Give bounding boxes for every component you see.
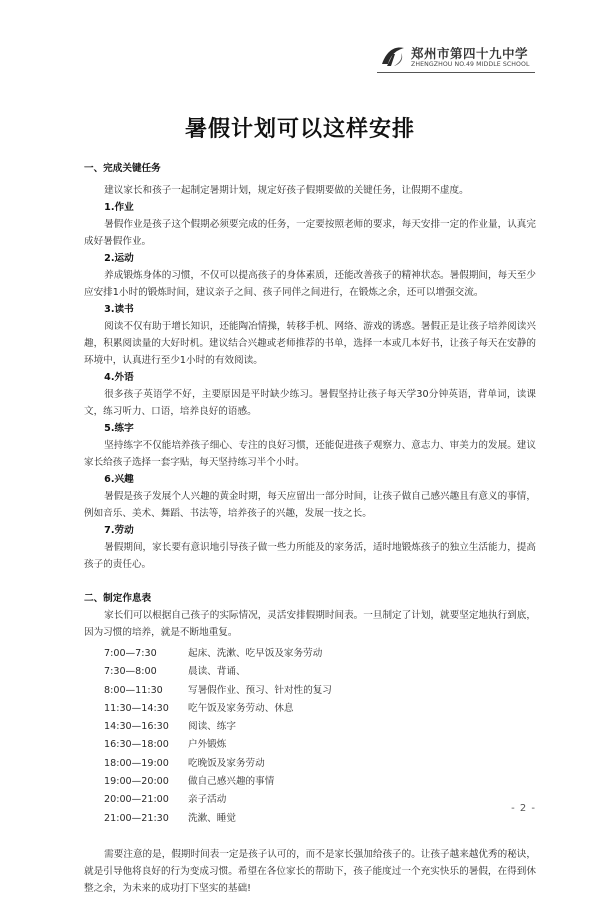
- school-name-english: ZHENGZHOU NO.49 MIDDLE SCHOOL: [411, 61, 530, 68]
- item-heading: 4.外语: [104, 372, 134, 383]
- schedule-time: 14:30—16:30: [104, 721, 169, 733]
- schedule-row: [84, 645, 536, 663]
- schedule-list: [84, 645, 536, 828]
- section-intro-tasks: 建议家长和孩子一起制定暑期计划，规定好孩子假期要做的关键任务，让假期不虚度。: [104, 185, 469, 196]
- schedule-activity: 户外锻炼: [188, 739, 227, 751]
- item-heading: 6.兴趣: [104, 474, 134, 485]
- school-name: 郑州市第四十九中学: [411, 46, 529, 61]
- schedule-row: [84, 663, 536, 681]
- schedule-activity: 吃晚饭及家务劳动: [188, 757, 265, 769]
- item-heading: 5.练字: [104, 423, 134, 434]
- schedule-row: [84, 755, 536, 773]
- item-text: 很多孩子英语学不好，主要原因是平时缺少练习。暑假坚持让孩子每天学30分钟英语，背单词，读课文，练习听力、口语，培养良好的语感。: [84, 389, 536, 417]
- schedule-time: 11:30—14:30: [104, 702, 169, 714]
- school-text: [411, 47, 530, 69]
- item-text: 暑假作业是孩子这个假期必须要完成的任务，一定要按照老师的要求，每天安排一定的作业量，认真完成好暑假作业。: [84, 219, 536, 247]
- item-text: 暑假期间，家长要有意识地引导孩子做一些力所能及的家务活，适时地锻炼孩子的独立生活能力，提高孩子的责任心。: [84, 542, 536, 570]
- school-logo: [379, 44, 530, 72]
- schedule-time: 19:00—20:00: [104, 776, 169, 788]
- schedule-activity: 做自己感兴趣的事情: [188, 776, 275, 788]
- header-divider: [377, 72, 535, 73]
- section-heading-tasks: 一、完成关键任务: [84, 163, 161, 174]
- item-heading: 7.劳动: [104, 525, 134, 536]
- schedule-time: 8:00—11:30: [104, 684, 163, 696]
- page-number: - 2 -: [511, 803, 536, 814]
- item-text: 阅读不仅有助于增长知识，还能陶冶情操，转移手机、网络、游戏的诱惑。暑假正是让孩子培养阅读兴趣，积累阅读量的大好时机。建议结合兴趣或老师推荐的书单，选择一本或几本好书，让孩子每天在安静的环境中，认真进行至少1小时的有效阅读。: [84, 321, 536, 366]
- schedule-time: 7:30—8:00: [104, 666, 157, 678]
- schedule-activity: 吃午饭及家务劳动、休息: [188, 702, 294, 714]
- schedule-row: [84, 736, 536, 754]
- schedule-time: 16:30—18:00: [104, 739, 169, 751]
- schedule-time: 18:00—19:00: [104, 757, 169, 769]
- section-intro-schedule: 家长们可以根据自己孩子的实际情况，灵活安排假期时间表。一旦制定了计划，就要坚定地执行到底，因为习惯的培养，就是不断地重复。: [84, 610, 536, 638]
- closing-paragraph: 需要注意的是，假期时间表一定是孩子认可的，而不是家长强加给孩子的。让孩子越来越优秀的秘诀，就是引导他将良好的行为变成习惯。希望在各位家长的帮助下，孩子能度过一个充实快乐的暑假，在得到休整之余，为未来的成功打下坚实的基础!: [84, 848, 536, 894]
- schedule-activity: 阅读、练字: [188, 721, 236, 733]
- schedule-row: [84, 791, 536, 809]
- schedule-row: [84, 682, 536, 700]
- article-body: [84, 160, 536, 897]
- section-heading-schedule: 二、制定作息表: [84, 593, 152, 604]
- school-emblem-icon: [379, 44, 407, 72]
- item-heading: 2.运动: [104, 253, 134, 264]
- schedule-row: [84, 773, 536, 791]
- item-text: 暑假是孩子发展个人兴趣的黄金时期，每天应留出一部分时间，让孩子做自己感兴趣且有意义的事情，例如音乐、美术、舞蹈、书法等，培养孩子的兴趣，发展一技之长。: [84, 491, 536, 519]
- schedule-activity: 写暑假作业、预习、针对性的复习: [188, 684, 332, 696]
- item-text: 坚持练字不仅能培养孩子细心、专注的良好习惯，还能促进孩子观察力、意志力、审美力的发展。建议家长给孩子选择一套字贴，每天坚持练习半个小时。: [84, 440, 536, 468]
- page-title: 暑假计划可以这样安排: [184, 116, 415, 142]
- schedule-activity: 洗漱、睡觉: [188, 812, 236, 824]
- schedule-activity: 起床、洗漱、吃早饭及家务劳动: [188, 648, 323, 659]
- schedule-activity: 晨读、背诵、: [188, 666, 246, 678]
- schedule-row: [84, 810, 536, 828]
- schedule-time: 21:00—21:30: [104, 812, 169, 824]
- schedule-time: 7:00—7:30: [104, 648, 157, 659]
- schedule-time: 20:00—21:00: [104, 794, 169, 806]
- item-text: 养成锻炼身体的习惯，不仅可以提高孩子的身体素质，还能改善孩子的精神状态。暑假期间，每天至少应安排1小时的锻炼时间，建议亲子之间、孩子同伴之间进行，在锻炼之余，还可以增强交流。: [84, 270, 536, 298]
- schedule-row: [84, 700, 536, 718]
- schedule-row: [84, 718, 536, 736]
- schedule-activity: 亲子活动: [188, 794, 227, 806]
- item-heading: 3.读书: [104, 304, 134, 315]
- item-heading: 1.作业: [104, 202, 134, 213]
